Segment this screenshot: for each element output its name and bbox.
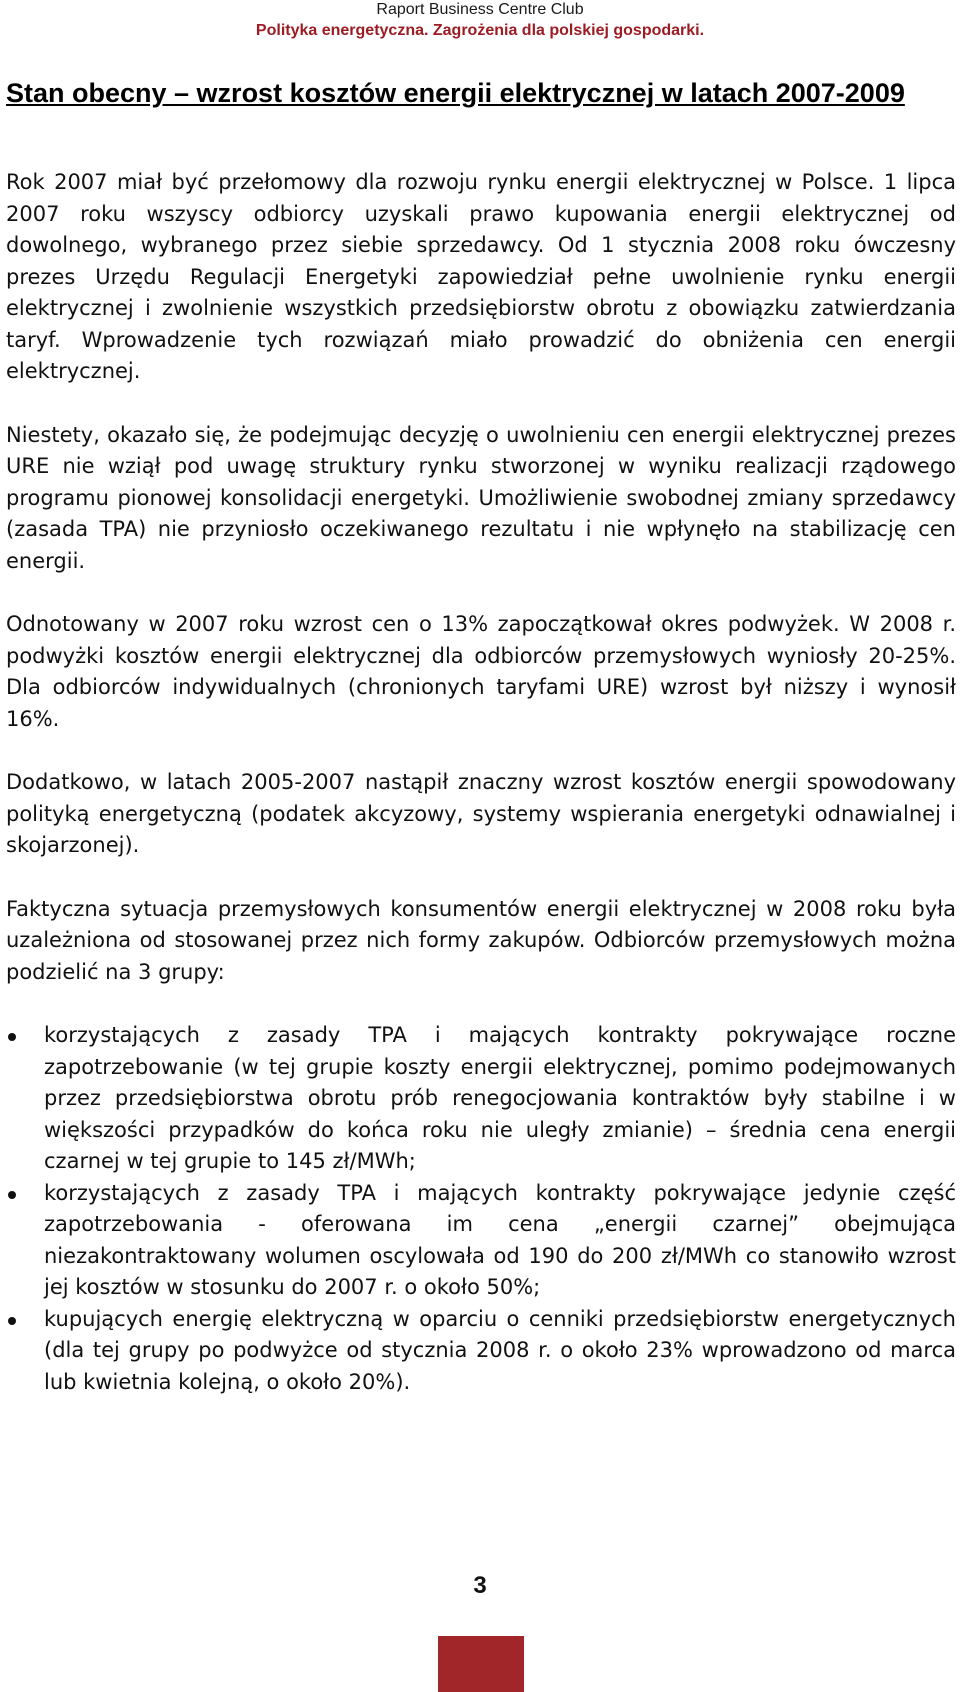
list-item-text: korzystających z zasady TPA i mających kontrakty pokrywające roczne zapotrzebowanie (w tej grupie koszty energii elektrycznej, pomimo podejmowanych przez przedsiębiorstwa obrotu prób renegocjowania kontraktów były stabilne i w większości przypadków do końca roku nie uległy zmianie) – średnia cena energii czarnej w tej grupie to 145 zł/MWh; [44,1023,956,1173]
bullet-icon [8,1317,16,1325]
header-org: Raport Business Centre Club [376,1,584,18]
list-item [6,1178,956,1304]
list-item-text: korzystających z zasady TPA i mających kontrakty pokrywające jedynie część zapotrzebowania - oferowana im cena „energii czarnej” obejmująca niezakontraktowany wolumen oscylowała od 190 do 200 zł/MWh co stanowiło wzrost jej kosztów w stosunku do 2007 r. o około 50%; [44,1180,956,1299]
paragraph-5: Faktyczna sytuacja przemysłowych konsumentów energii elektrycznej w 2008 roku była uzależniona od stosowanej przez nich formy zakupów. Odbiorców przemysłowych można podzielić na 3 grupy: [6,896,956,984]
list-item [6,1020,956,1178]
list-item-text: kupujących energię elektryczną w oparciu o cenniki przedsiębiorstw energetycznych (dla tej grupy po podwyżce od stycznia 2008 r. o około 23% wprowadzono od marca lub kwietnia kolejną, o około 20%). [44,1306,956,1394]
page-number: 3 [473,1572,487,1599]
paragraph-2: Niestety, okazało się, że podejmując decyzję o uwolnieniu cen energii elektrycznej prezes URE nie wziął pod uwagę struktury rynku stworzonej w wyniku realizacji rządowego programu pionowej konsolidacji energetyki. Umożliwienie swobodnej zmiany sprzedawcy (zasada TPA) nie przyniosło oczekiwanego rezultatu i nie wpłynęło na stabilizację cen energii. [6,422,956,573]
bullet-list [6,1020,956,1398]
bullet-icon [8,1033,16,1041]
paragraph-3: Odnotowany w 2007 roku wzrost cen o 13% zapoczątkował okres podwyżek. W 2008 r. podwyżki kosztów energii elektrycznej dla odbiorców przemysłowych wyniosły 20-25%. Dla odbiorców indywidualnych (chronionych taryfami URE) wzrost był niższy i wynosił 16%. [6,612,956,731]
footer-bar [438,1636,524,1692]
document-body [6,76,956,1398]
list-item [6,1304,956,1399]
bullet-icon [8,1191,16,1199]
header-subtitle: Polityka energetyczna. Zagrożenia dla polskiej gospodarki. [255,22,705,39]
paragraph-4: Dodatkowo, w latach 2005-2007 nastąpił znaczny wzrost kosztów energii spowodowany polityką energetyczną (podatek akcyzowy, systemy wspierania energetyki odnawialnej i skojarzonej). [6,770,956,857]
section-title: Stan obecny – wzrost kosztów energii elektrycznej w latach 2007-2009 [6,78,905,108]
paragraph-1: Rok 2007 miał być przełomowy dla rozwoju rynku energii elektrycznej w Polsce. 1 lipca 2007 roku wszyscy odbiorcy uzyskali prawo kupowania energii elektrycznej od dowolnego, wybranego przez siebie sprzedawcy. Od 1 stycznia 2008 roku ówczesny prezes Urzędu Regulacji Energetyki zapowiedział pełne uwolnienie rynku energii elektrycznej i zwolnienie wszystkich przedsiębiorstw obrotu z obowiązku zatwierdzania taryf. Wprowadzenie tych rozwiązań miało prowadzić do obniżenia cen energii elektrycznej. [6,170,956,383]
